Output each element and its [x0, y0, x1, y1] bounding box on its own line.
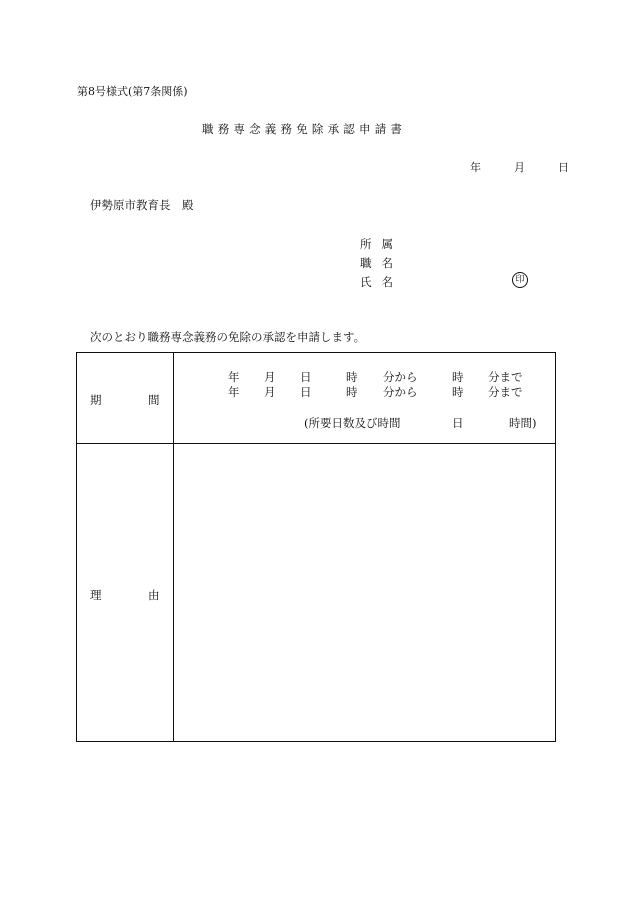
document-title: 職務専念義務免除承認申請書 — [202, 122, 407, 136]
affiliation-label: 所属 — [360, 237, 403, 251]
name-label: 氏名 — [360, 275, 403, 289]
from-minute-label: 分から — [383, 370, 418, 384]
application-table — [76, 352, 556, 742]
from-day-label: 日 — [300, 385, 312, 399]
from-year-label: 年 — [228, 385, 240, 399]
to-hour-label: 時 — [452, 385, 464, 399]
form-number: 第8号様式(第7条関係) — [77, 85, 188, 98]
date-day-label: 日 — [558, 161, 569, 174]
from-hour-label: 時 — [346, 370, 358, 384]
table-row-divider — [77, 443, 555, 444]
period-label-char-1: 期 — [90, 393, 102, 407]
to-minute-label: 分まで — [488, 385, 523, 399]
affiliation-row — [360, 236, 403, 252]
application-statement: 次のとおり職務専念義務の免除の承認を申請します。 — [90, 330, 366, 344]
required-time-prefix: (所要日数及び時間 — [304, 416, 401, 430]
required-days-label: 日 — [452, 416, 464, 430]
to-hour-label: 時 — [452, 370, 464, 384]
reason-label-char-1: 理 — [90, 588, 102, 602]
from-year-label: 年 — [228, 370, 240, 384]
to-minute-label: 分まで — [488, 370, 523, 384]
date-year-label: 年 — [470, 161, 481, 174]
date-month-label: 月 — [514, 161, 525, 174]
reason-input-area[interactable] — [175, 445, 553, 739]
name-row — [360, 274, 403, 290]
application-date — [470, 162, 569, 173]
reason-label-char-2: 由 — [148, 588, 160, 602]
seal-mark: 印 — [512, 272, 528, 288]
position-label: 職名 — [360, 256, 403, 270]
from-day-label: 日 — [300, 370, 312, 384]
from-month-label: 月 — [264, 370, 276, 384]
table-column-divider — [173, 353, 174, 741]
required-hours-label: 時間) — [509, 416, 537, 430]
from-month-label: 月 — [264, 385, 276, 399]
addressee: 伊勢原市教育長 殿 — [90, 198, 194, 212]
from-hour-label: 時 — [346, 385, 358, 399]
period-label-char-2: 間 — [148, 393, 160, 407]
from-minute-label: 分から — [383, 385, 418, 399]
position-row — [360, 255, 403, 271]
